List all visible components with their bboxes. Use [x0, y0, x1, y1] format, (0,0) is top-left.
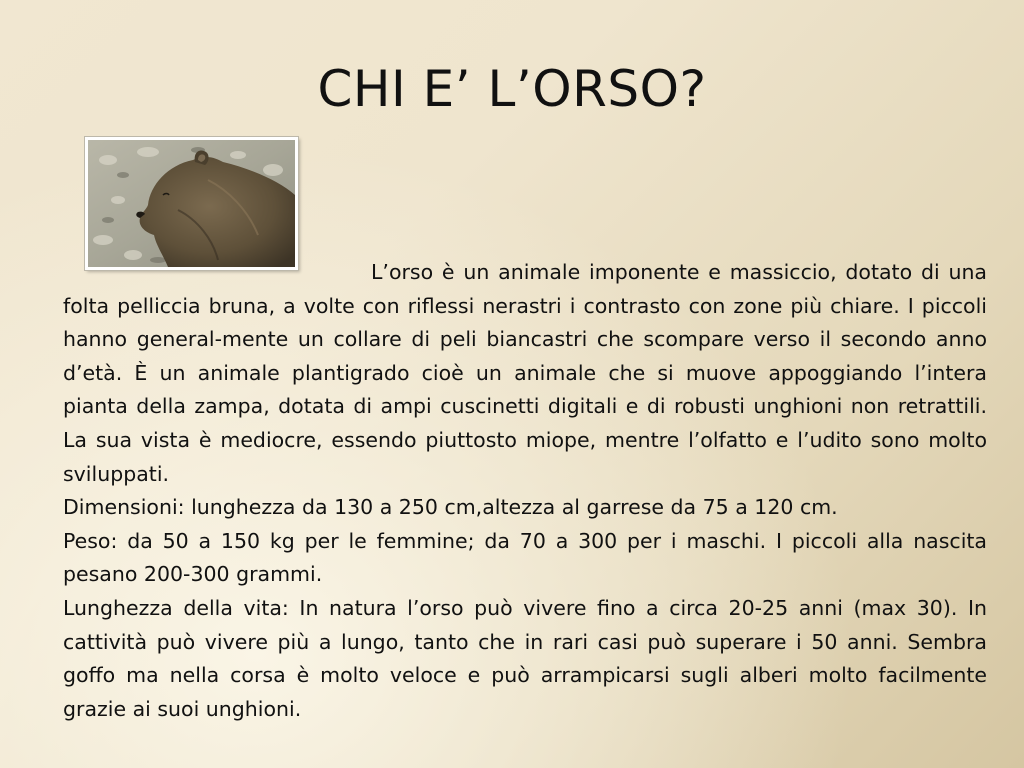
slide-title: CHI E’ L’ORSO?	[317, 60, 707, 118]
paragraph-weight: Peso: da 50 a 150 kg per le femmine; da 70 a 300 per i maschi. I piccoli alla nascita pesano 200-300 grammi.	[63, 528, 987, 587]
paragraph-lifespan: Lunghezza della vita: In natura l’orso può vivere fino a circa 20-25 anni (max 30). In cattività può vivere più a lungo, tanto che in rari casi può superare i 50 anni. Sembra goffo ma nella corsa è molto veloce e può arrampicarsi sugli alberi molto facilmente grazie ai suoi unghioni.	[63, 595, 987, 721]
bear-photo	[85, 137, 298, 270]
body-text	[63, 256, 987, 726]
paragraph-description: L’orso è un animale imponente e massiccio, dotato di una folta pelliccia bruna, a volte con riflessi nerastri i contrasto con zone più chiare. I piccoli hanno general-mente un collare di peli biancastri che scompare verso il secondo anno d’età. È un animale plantigrado cioè un animale che si muove appoggiando l’intera pianta della zampa, dotata di ampi cuscinetti digitali e di robusti unghioni non retrattili. La sua vista è mediocre, essendo piuttosto miope, mentre l’olfatto e l’udito sono molto sviluppati.	[63, 260, 987, 486]
paragraph-dimensions: Dimensioni: lunghezza da 130 a 250 cm,altezza al garrese da 75 a 120 cm.	[63, 495, 838, 520]
bear-image	[88, 140, 295, 267]
